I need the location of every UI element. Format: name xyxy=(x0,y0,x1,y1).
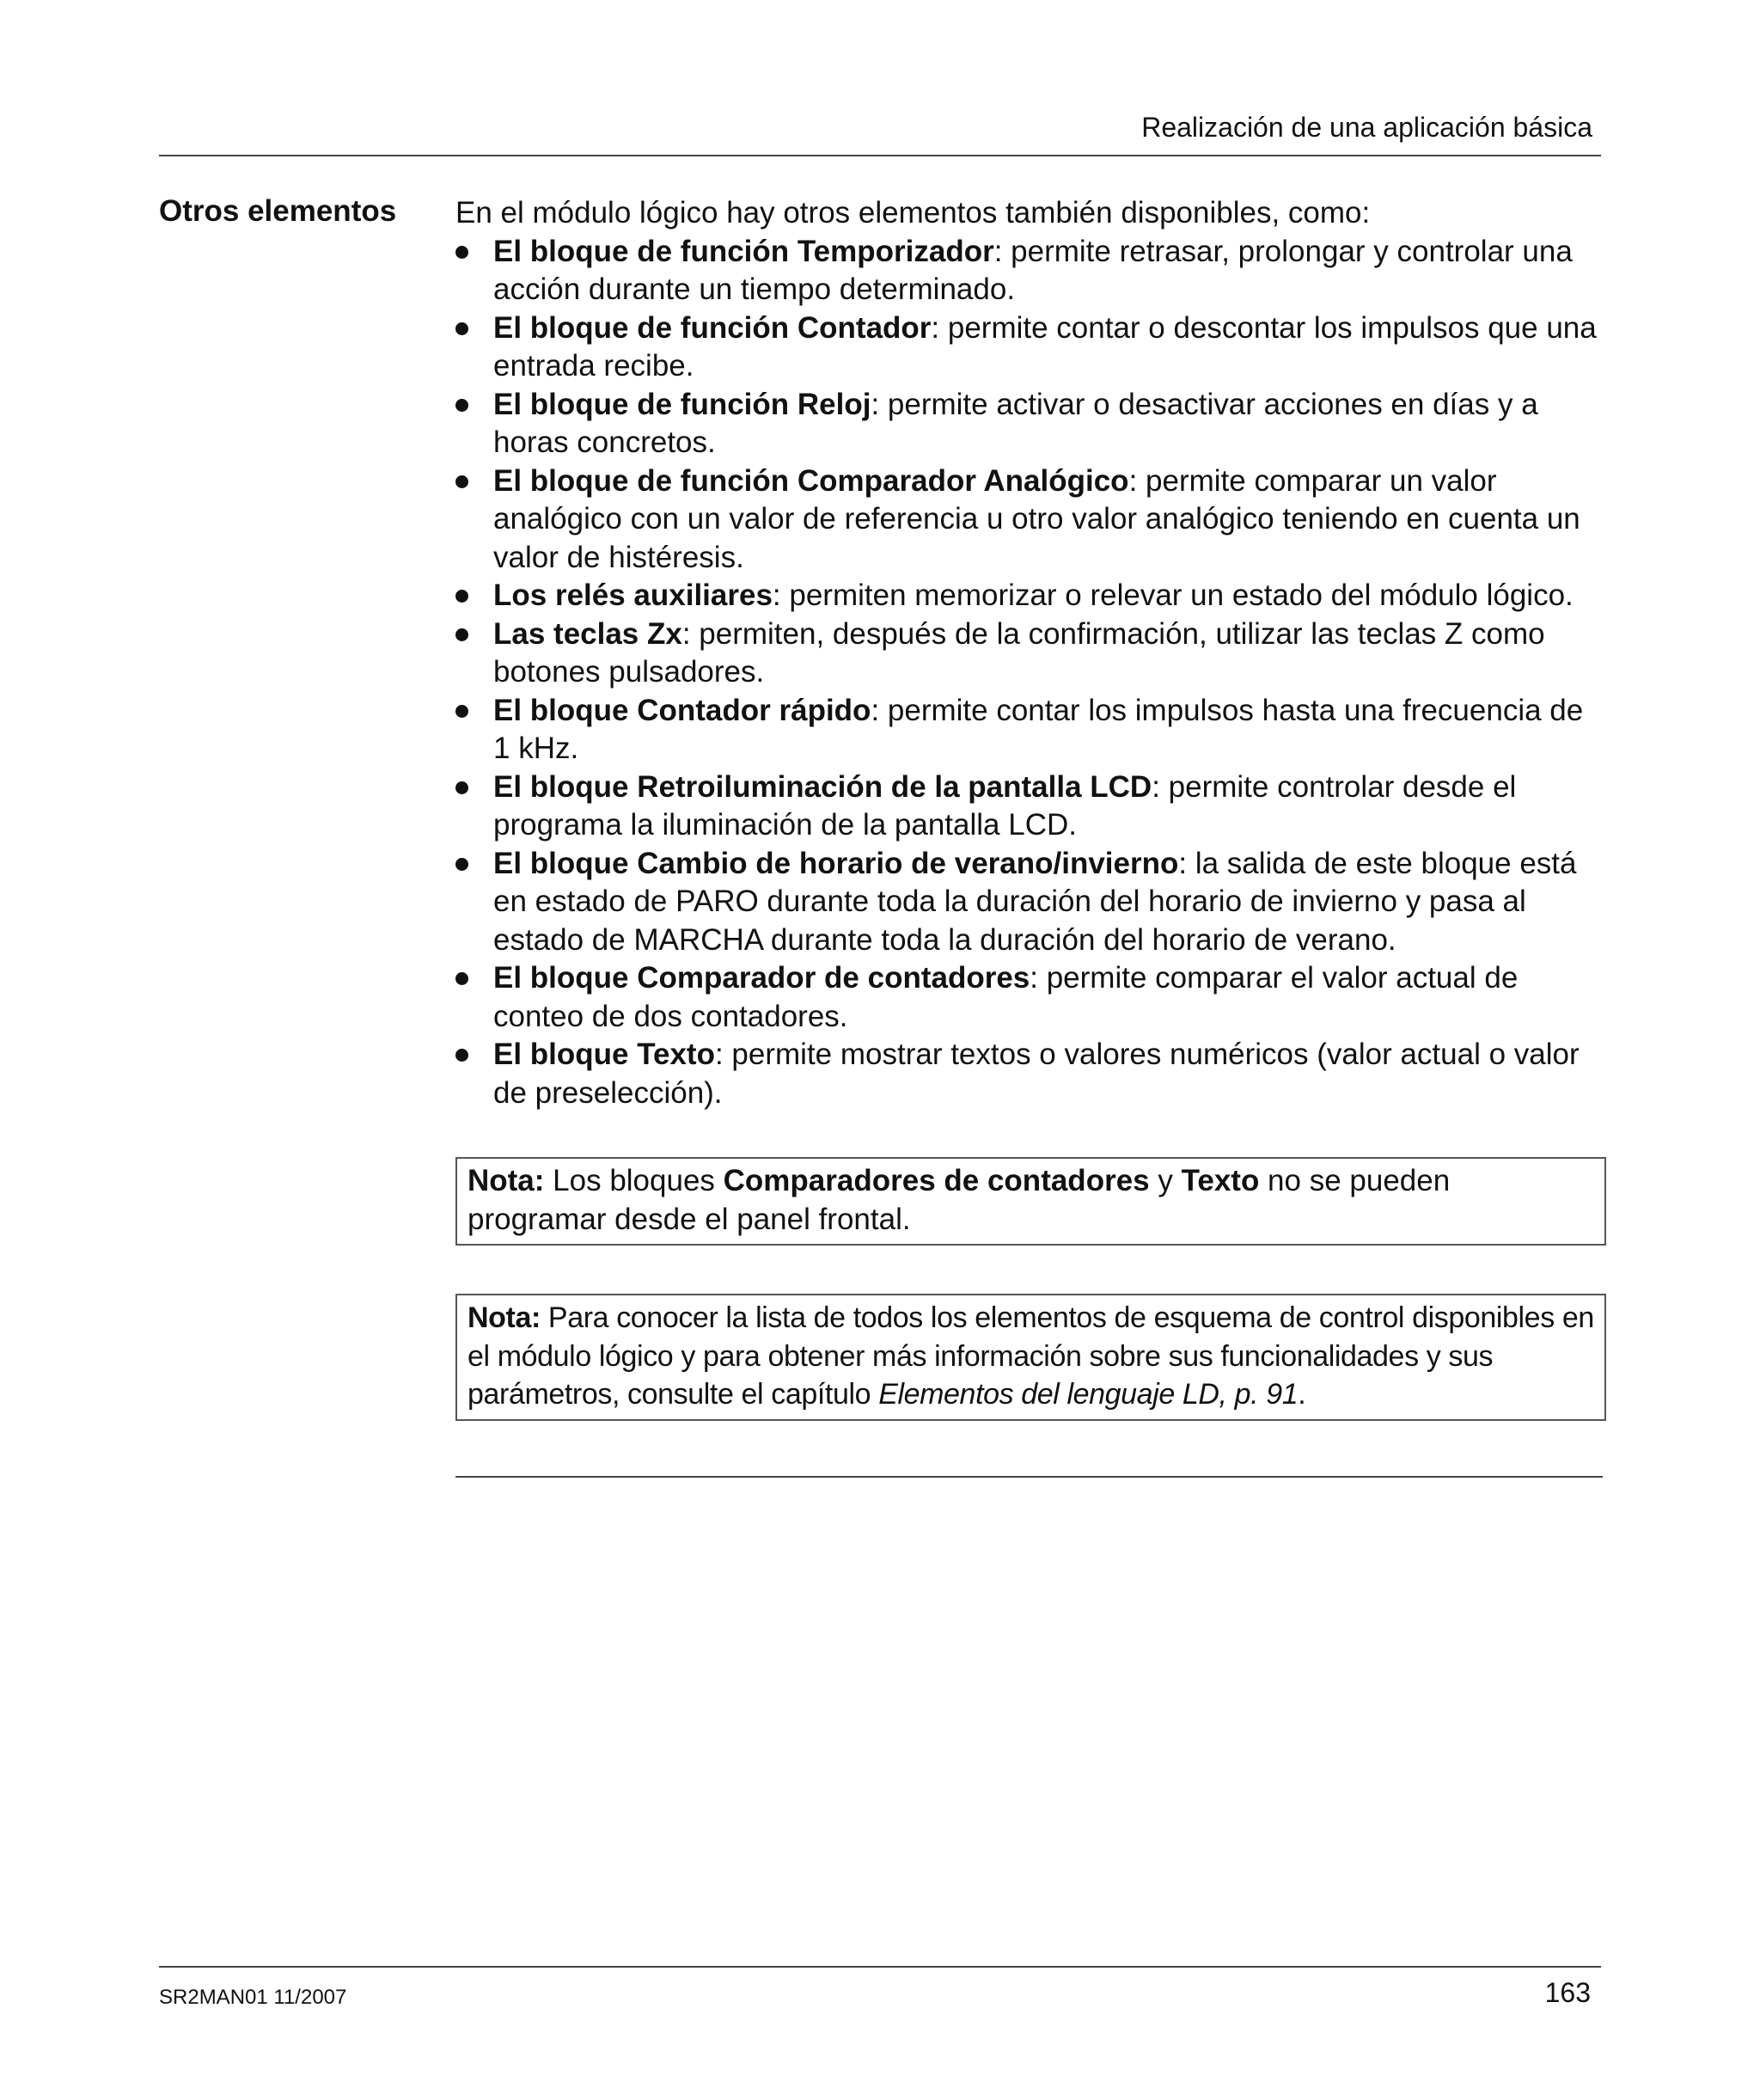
item-term: El bloque de función Temporizador xyxy=(493,234,994,268)
list-item xyxy=(455,959,1603,1036)
list-item xyxy=(455,386,1603,462)
bullet-icon xyxy=(455,475,468,488)
item-description: : permite comparar el valor actual de conteo de dos contadores. xyxy=(493,961,1519,1033)
item-description: : permite mostrar textos o valores numéricos (valor actual o valor de preselección). xyxy=(493,1038,1580,1110)
note-text: y xyxy=(1149,1164,1182,1197)
item-description: : la salida de este bloque está en estado de PARO durante toda la duración del horario de invierno y pasa al estado de MARCHA durante toda la duración del horario de verano. xyxy=(493,846,1577,957)
item-term: El bloque de función Comparador Analógico xyxy=(493,463,1129,498)
bullet-icon xyxy=(455,781,468,794)
item-term: El bloque de función Contador xyxy=(493,310,932,345)
bullet-icon xyxy=(455,246,468,259)
bullet-icon xyxy=(455,972,468,985)
bullet-icon xyxy=(455,705,468,718)
note-label: Nota: xyxy=(468,1301,541,1334)
section-end-rule xyxy=(455,1476,1603,1478)
note-box-element-list xyxy=(455,1294,1606,1421)
list-item xyxy=(455,462,1603,578)
item-description: : permite controlar desde el programa la iluminación de la pantalla LCD. xyxy=(493,769,1517,842)
note-text: . xyxy=(1298,1378,1306,1411)
note-box-frontal-panel xyxy=(455,1157,1606,1246)
item-description: : permite comparar un valor analógico con un valor de referencia u otro valor analógico teniendo en cuenta un valor de histéresis. xyxy=(493,463,1580,574)
bullet-icon xyxy=(455,399,468,412)
note-text: no se pueden programar desde el panel frontal. xyxy=(468,1164,1451,1236)
bullet-icon xyxy=(455,628,468,641)
item-description: : permite contar los impulsos hasta una frecuencia de 1 kHz. xyxy=(493,693,1584,765)
footer-doc-id: SR2MAN01 11/2007 xyxy=(159,1986,347,2009)
note-term: Texto xyxy=(1181,1164,1260,1197)
bullet-list xyxy=(455,233,1603,1113)
content xyxy=(455,194,1603,1421)
list-item xyxy=(455,309,1603,386)
list-item xyxy=(455,845,1603,960)
item-description: : permite activar o desactivar acciones en días y a horas concretos. xyxy=(493,387,1538,459)
section-label: Otros elementos xyxy=(159,194,397,228)
list-item xyxy=(455,615,1603,692)
item-description: : permite retrasar, prolongar y controlar una acción durante un tiempo determinado. xyxy=(493,234,1573,306)
bullet-icon xyxy=(455,858,468,871)
item-description: : permiten memorizar o relevar un estado del módulo lógico. xyxy=(772,579,1574,612)
header-rule xyxy=(159,155,1601,156)
item-term: El bloque Comparador de contadores xyxy=(493,961,1030,995)
bullet-icon xyxy=(455,1049,468,1062)
item-term: Las teclas Zx xyxy=(493,616,682,651)
note-text: Los bloques xyxy=(544,1164,724,1197)
header-title: Realización de una aplicación básica xyxy=(1141,112,1592,143)
page-number: 163 xyxy=(1544,1977,1591,2008)
item-term: El bloque Retroiluminación de la pantalla LCD xyxy=(493,769,1152,804)
list-item xyxy=(455,692,1603,768)
item-term: El bloque Cambio de horario de verano/invierno xyxy=(493,846,1179,880)
list-item xyxy=(455,233,1603,309)
bullet-icon xyxy=(455,590,468,603)
item-term: El bloque Texto xyxy=(493,1038,715,1071)
item-description: : permite contar o descontar los impulsos que una entrada recibe. xyxy=(493,310,1597,383)
list-item xyxy=(455,1036,1603,1112)
item-term: El bloque de función Reloj xyxy=(493,387,871,421)
chapter-reference: Elementos del lenguaje LD, p. 91 xyxy=(878,1378,1299,1411)
list-item xyxy=(455,768,1603,845)
bullet-icon xyxy=(455,322,468,335)
item-description: : permiten, después de la confirmación, utilizar las teclas Z como botones pulsadores. xyxy=(493,616,1545,689)
note-text: Para conocer la lista de todos los elementos de esquema de control disponibles en el módulo lógico y para obtener más información sobre sus funcionalidades y sus parámetros, consulte el capítulo xyxy=(468,1301,1594,1411)
intro-text: En el módulo lógico hay otros elementos también disponibles, como: xyxy=(455,196,1371,230)
note-label: Nota: xyxy=(468,1164,545,1197)
item-term: El bloque Contador rápido xyxy=(493,693,871,727)
note-term: Comparadores de contadores xyxy=(723,1164,1150,1197)
item-term: Los relés auxiliares xyxy=(493,579,773,612)
list-item xyxy=(455,577,1603,615)
footer-rule xyxy=(159,1966,1601,1968)
